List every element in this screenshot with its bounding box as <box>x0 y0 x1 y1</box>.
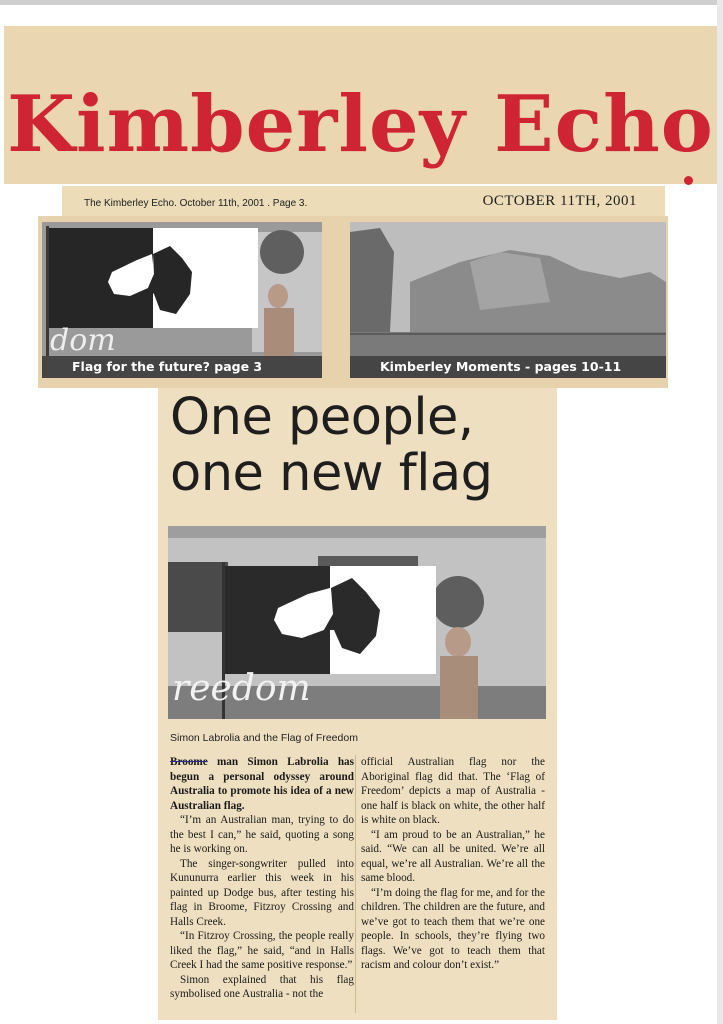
headline-line-2: one new flag <box>170 444 493 503</box>
article-photo-illustration <box>168 526 546 719</box>
lead-struck-word: Broome <box>170 756 208 768</box>
dateline-strip <box>62 186 665 216</box>
article-photo-text: reedom <box>172 668 311 709</box>
body-paragraph: “I’m doing the flag for me, and for the children. The children are the future, and we’ve got to teach them that we’re one people. In schools, they’re flying two flags. We’ve got to teach them that racism and colour don’t exist.” <box>361 886 545 971</box>
article <box>158 388 557 1020</box>
lead-paragraph <box>170 755 354 813</box>
body-paragraph: “I’m an Australian man, trying to do the best I can,” he said, quoting a song he is working on. <box>170 814 354 855</box>
flag-photo-illustration <box>42 222 322 356</box>
body-paragraph: “In Fitzroy Crossing, the people really liked the flag,” he said, “and in Halls Creek I had the same positive response.” <box>170 930 354 971</box>
headline <box>170 390 550 502</box>
issue-date: OCTOBER 11TH, 2001 <box>482 193 637 209</box>
column-gutter <box>355 755 356 1013</box>
body-column-2 <box>361 755 545 973</box>
promo-image-text: dom <box>50 323 116 356</box>
body-paragraph: Simon explained that his flag symbolised one Australia - not the <box>170 973 354 1000</box>
promo-caption-flag[interactable]: Flag for the future? page 3 <box>42 356 322 378</box>
photo-caption: Simon Labrolia and the Flag of Freedom <box>170 732 358 744</box>
body-paragraph: official Australian flag nor the Aboriginal flag did that. The ‘Flag of Freedom’ depicts a map of Australia - one half is black on white, the other half is white on black. <box>361 756 545 826</box>
scan-top-edge <box>0 0 723 5</box>
scan-right-edge <box>717 0 723 1024</box>
promo-flag-photo <box>42 222 322 356</box>
lead-text: man Simon Labrolia has begun a personal odyssey around Australia to promote his idea of a new Australian flag. <box>170 756 354 812</box>
landscape-illustration <box>350 222 666 356</box>
promo-landscape-photo <box>350 222 666 356</box>
registered-mark-icon <box>684 176 693 185</box>
headline-line-1: One people, <box>170 388 474 447</box>
body-paragraph: The singer-songwriter pulled into Kununurra earlier this week in his painted up Dodge bus, after testing his flag in Broome, Fitzroy Crossing and Halls Creek. <box>170 857 354 928</box>
body-column-1 <box>170 755 354 1002</box>
masthead <box>4 26 717 184</box>
body-paragraph: “I am proud to be an Australian,” he said. “We can all be united. We’re all equal, we’re all Australian. We’re all the same blood. <box>361 828 545 884</box>
masthead-title: Kimberley Echo <box>7 79 714 170</box>
article-photo <box>168 526 546 719</box>
promo-caption-moments[interactable]: Kimberley Moments - pages 10-11 <box>350 356 666 378</box>
page-credit: The Kimberley Echo. October 11th, 2001 . Page 3. <box>84 198 308 209</box>
promo-band <box>38 216 668 388</box>
